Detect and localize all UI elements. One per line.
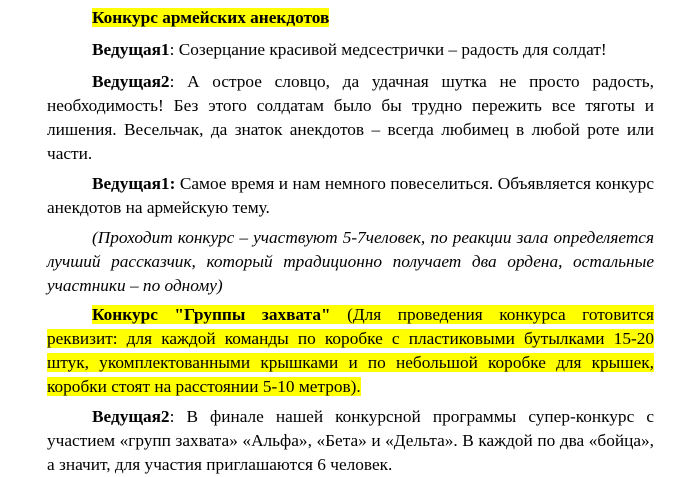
paragraph-6 [47,405,654,477]
speaker-label: Ведущая1 [92,40,170,59]
paragraph-2 [47,70,654,166]
paragraph-4-stage-direction [47,226,654,298]
paragraph-text: : Созерцание красивой медсестрички – радость для солдат! [169,40,607,59]
paragraph-1 [47,38,654,62]
paragraph-3 [47,172,654,220]
speaker-label: Ведущая2 [92,407,170,426]
speaker-label: Ведущая1: [92,174,176,193]
speaker-label: Ведущая2 [92,72,170,91]
paragraph-text: : В финале нашей конкурсной программы супер-конкурс с участием «групп захвата» «Альфа», «Бета» и «Дельта». В каждой по два «бойца», а значит, для участия приглашаются 6 человек. [47,407,654,474]
paragraph-text: : А острое словцо, да удачная шутка не просто радость, необходимость! Без этого солдатам было бы трудно пережить все тяготы и лишения. Весельчак, да знаток анекдотов – всегда любимец в любой роте или части. [47,72,654,163]
paragraph-text: (Проходит конкурс – участвуют 5-7человек, по реакции зала определяется лучший рассказчик, который традиционно получает два ордена, остальные участники – по одному) [47,228,654,295]
paragraph-5 [47,303,654,399]
contest-title: Конкурс "Группы захвата" [92,305,331,324]
document-title [47,6,654,30]
highlighted-block [47,305,654,396]
title-highlight: Конкурс армейских анекдотов [92,8,330,27]
paragraph-text: Самое время и нам немного повеселиться. Объявляется конкурс анекдотов на армейскую тему. [47,174,654,217]
paragraph-text: (Для проведения конкурса готовится реквизит: для каждой команды по коробке с пластиковыми бутылками 15-20 штук, укомплектованными крышками и по небольшой коробке для крышек, коробки стоят на расстоянии 5-10 метров). [47,305,654,396]
